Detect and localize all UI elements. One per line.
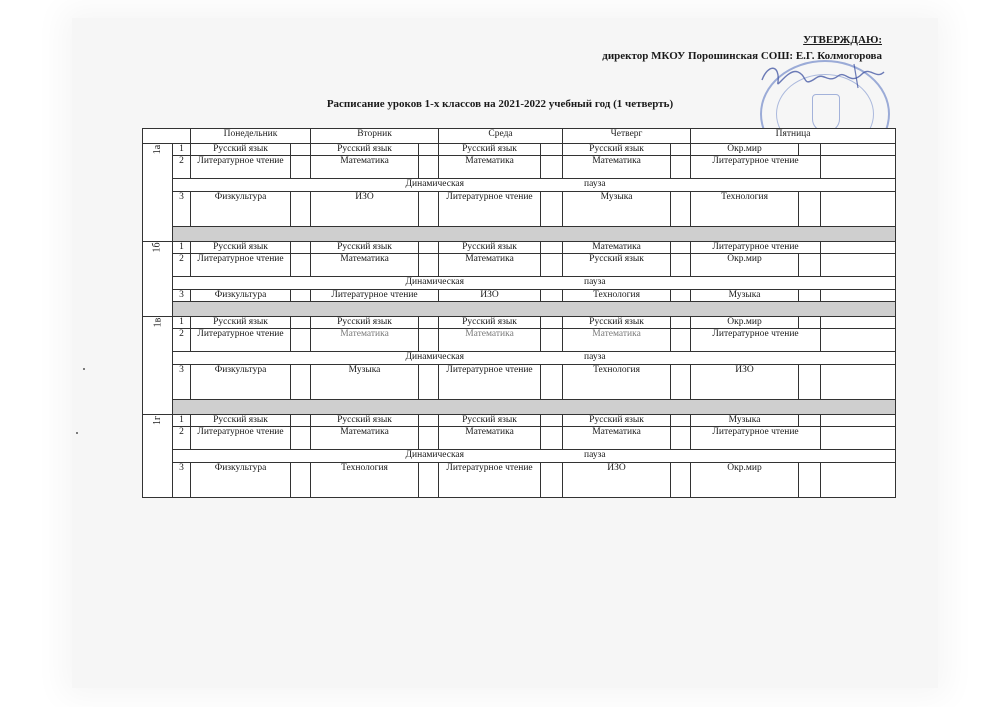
- header-row: [143, 129, 896, 144]
- pause-left: Динамическая: [405, 179, 465, 189]
- subject-cell: Математика: [439, 427, 541, 450]
- approval-signatory: директор МКОУ Порошинская СОШ: Е.Г. Колмогорова: [602, 50, 882, 62]
- class-label: 1г: [143, 415, 173, 498]
- schedule-table: [142, 128, 896, 498]
- subject-cell: Математика: [563, 242, 671, 254]
- lesson-number: 3: [173, 463, 191, 498]
- subject-cell: Русский язык: [439, 242, 541, 254]
- subject-cell: Технология: [691, 192, 799, 227]
- subject-cell: Русский язык: [563, 254, 671, 277]
- class-label: 1в: [143, 317, 173, 415]
- subject-cell: Окр.мир: [691, 463, 799, 498]
- subject-cell: Литературное чтение: [191, 156, 291, 179]
- subject-cell: Литературное чтение: [191, 427, 291, 450]
- approval-heading: УТВЕРЖДАЮ:: [803, 34, 882, 46]
- subject-cell: Музыка: [311, 365, 419, 400]
- subject-cell: Математика: [563, 427, 671, 450]
- day-header: Четверг: [563, 129, 691, 144]
- scan-speck: [83, 368, 85, 370]
- subject-cell: Русский язык: [311, 144, 419, 156]
- document-title: Расписание уроков 1-х классов на 2021-2022 учебный год (1 четверть): [326, 98, 674, 110]
- subject-cell: ИЗО: [691, 365, 799, 400]
- subject-cell: Русский язык: [439, 144, 541, 156]
- subject-cell: ИЗО: [439, 290, 541, 302]
- subject-cell: Окр.мир: [691, 317, 799, 329]
- subject-cell: Физкультура: [191, 290, 291, 302]
- pause-left: Динамическая: [405, 277, 465, 287]
- corner-cell: [143, 129, 191, 144]
- lesson-number: 3: [173, 365, 191, 400]
- subject-cell: Математика: [439, 329, 541, 352]
- subject-cell: Русский язык: [563, 317, 671, 329]
- pause-left: Динамическая: [405, 450, 465, 460]
- subject-cell: Математика: [311, 427, 419, 450]
- subject-cell: Литературное чтение: [691, 156, 821, 179]
- lesson-number: 3: [173, 192, 191, 227]
- subject-cell: Литературное чтение: [311, 290, 439, 302]
- lesson-number: 2: [173, 156, 191, 179]
- pause-right: пауза: [584, 277, 606, 287]
- subject-cell: Математика: [311, 329, 419, 352]
- subject-cell: Русский язык: [439, 317, 541, 329]
- subject-cell: Литературное чтение: [691, 427, 821, 450]
- lesson-number: 1: [173, 317, 191, 329]
- pause-right: пауза: [584, 352, 606, 362]
- pause-row: [173, 450, 896, 463]
- subject-cell: Окр.мир: [691, 144, 799, 156]
- subject-cell: Физкультура: [191, 192, 291, 227]
- class-block: [143, 242, 896, 317]
- class-block: [143, 144, 896, 242]
- class-block: [143, 317, 896, 415]
- subject-cell: Литературное чтение: [439, 192, 541, 227]
- class-label: 1а: [143, 144, 173, 242]
- lesson-number: 2: [173, 427, 191, 450]
- subject-cell: Русский язык: [563, 144, 671, 156]
- separator-row: [173, 227, 896, 242]
- subject-cell: ИЗО: [311, 192, 419, 227]
- subject-cell: Литературное чтение: [439, 463, 541, 498]
- class-block: [143, 415, 896, 498]
- lesson-number: 1: [173, 242, 191, 254]
- subject-cell: Литературное чтение: [439, 365, 541, 400]
- scan-speck: [76, 432, 78, 434]
- subject-cell: Литературное чтение: [691, 242, 821, 254]
- pause-right: пауза: [584, 179, 606, 189]
- subject-cell: Математика: [311, 254, 419, 277]
- director-signature: [758, 58, 888, 98]
- class-label: 1б: [143, 242, 173, 317]
- subject-cell: Русский язык: [191, 242, 291, 254]
- subject-cell: Окр.мир: [691, 254, 799, 277]
- subject-cell: Математика: [439, 254, 541, 277]
- subject-cell: Технология: [563, 365, 671, 400]
- subject-cell: Русский язык: [191, 144, 291, 156]
- subject-cell: Русский язык: [563, 415, 671, 427]
- subject-cell: Русский язык: [311, 242, 419, 254]
- subject-cell: Физкультура: [191, 463, 291, 498]
- day-header: Понедельник: [191, 129, 311, 144]
- subject-cell: Русский язык: [439, 415, 541, 427]
- lesson-number: 1: [173, 144, 191, 156]
- subject-cell: Музыка: [563, 192, 671, 227]
- lesson-number: 2: [173, 329, 191, 352]
- subject-cell: Музыка: [691, 290, 799, 302]
- subject-cell: Русский язык: [191, 317, 291, 329]
- subject-cell: Литературное чтение: [691, 329, 821, 352]
- subject-cell: Русский язык: [311, 415, 419, 427]
- separator-row: [173, 302, 896, 317]
- lesson-number: 3: [173, 290, 191, 302]
- lesson-number: 2: [173, 254, 191, 277]
- subject-cell: Технология: [311, 463, 419, 498]
- subject-cell: Физкультура: [191, 365, 291, 400]
- pause-row: [173, 179, 896, 192]
- lesson-number: 1: [173, 415, 191, 427]
- subject-cell: Математика: [439, 156, 541, 179]
- day-header: Пятница: [691, 129, 896, 144]
- day-header: Среда: [439, 129, 563, 144]
- subject-cell: Литературное чтение: [191, 329, 291, 352]
- pause-left: Динамическая: [405, 352, 465, 362]
- subject-cell: Технология: [563, 290, 671, 302]
- subject-cell: Русский язык: [191, 415, 291, 427]
- day-header: Вторник: [311, 129, 439, 144]
- subject-cell: Музыка: [691, 415, 799, 427]
- subject-cell: Математика: [311, 156, 419, 179]
- pause-right: пауза: [584, 450, 606, 460]
- subject-cell: ИЗО: [563, 463, 671, 498]
- subject-cell: Русский язык: [311, 317, 419, 329]
- subject-cell: Математика: [563, 329, 671, 352]
- pause-row: [173, 352, 896, 365]
- subject-cell: Литературное чтение: [191, 254, 291, 277]
- separator-row: [173, 400, 896, 415]
- subject-cell: Математика: [563, 156, 671, 179]
- pause-row: [173, 277, 896, 290]
